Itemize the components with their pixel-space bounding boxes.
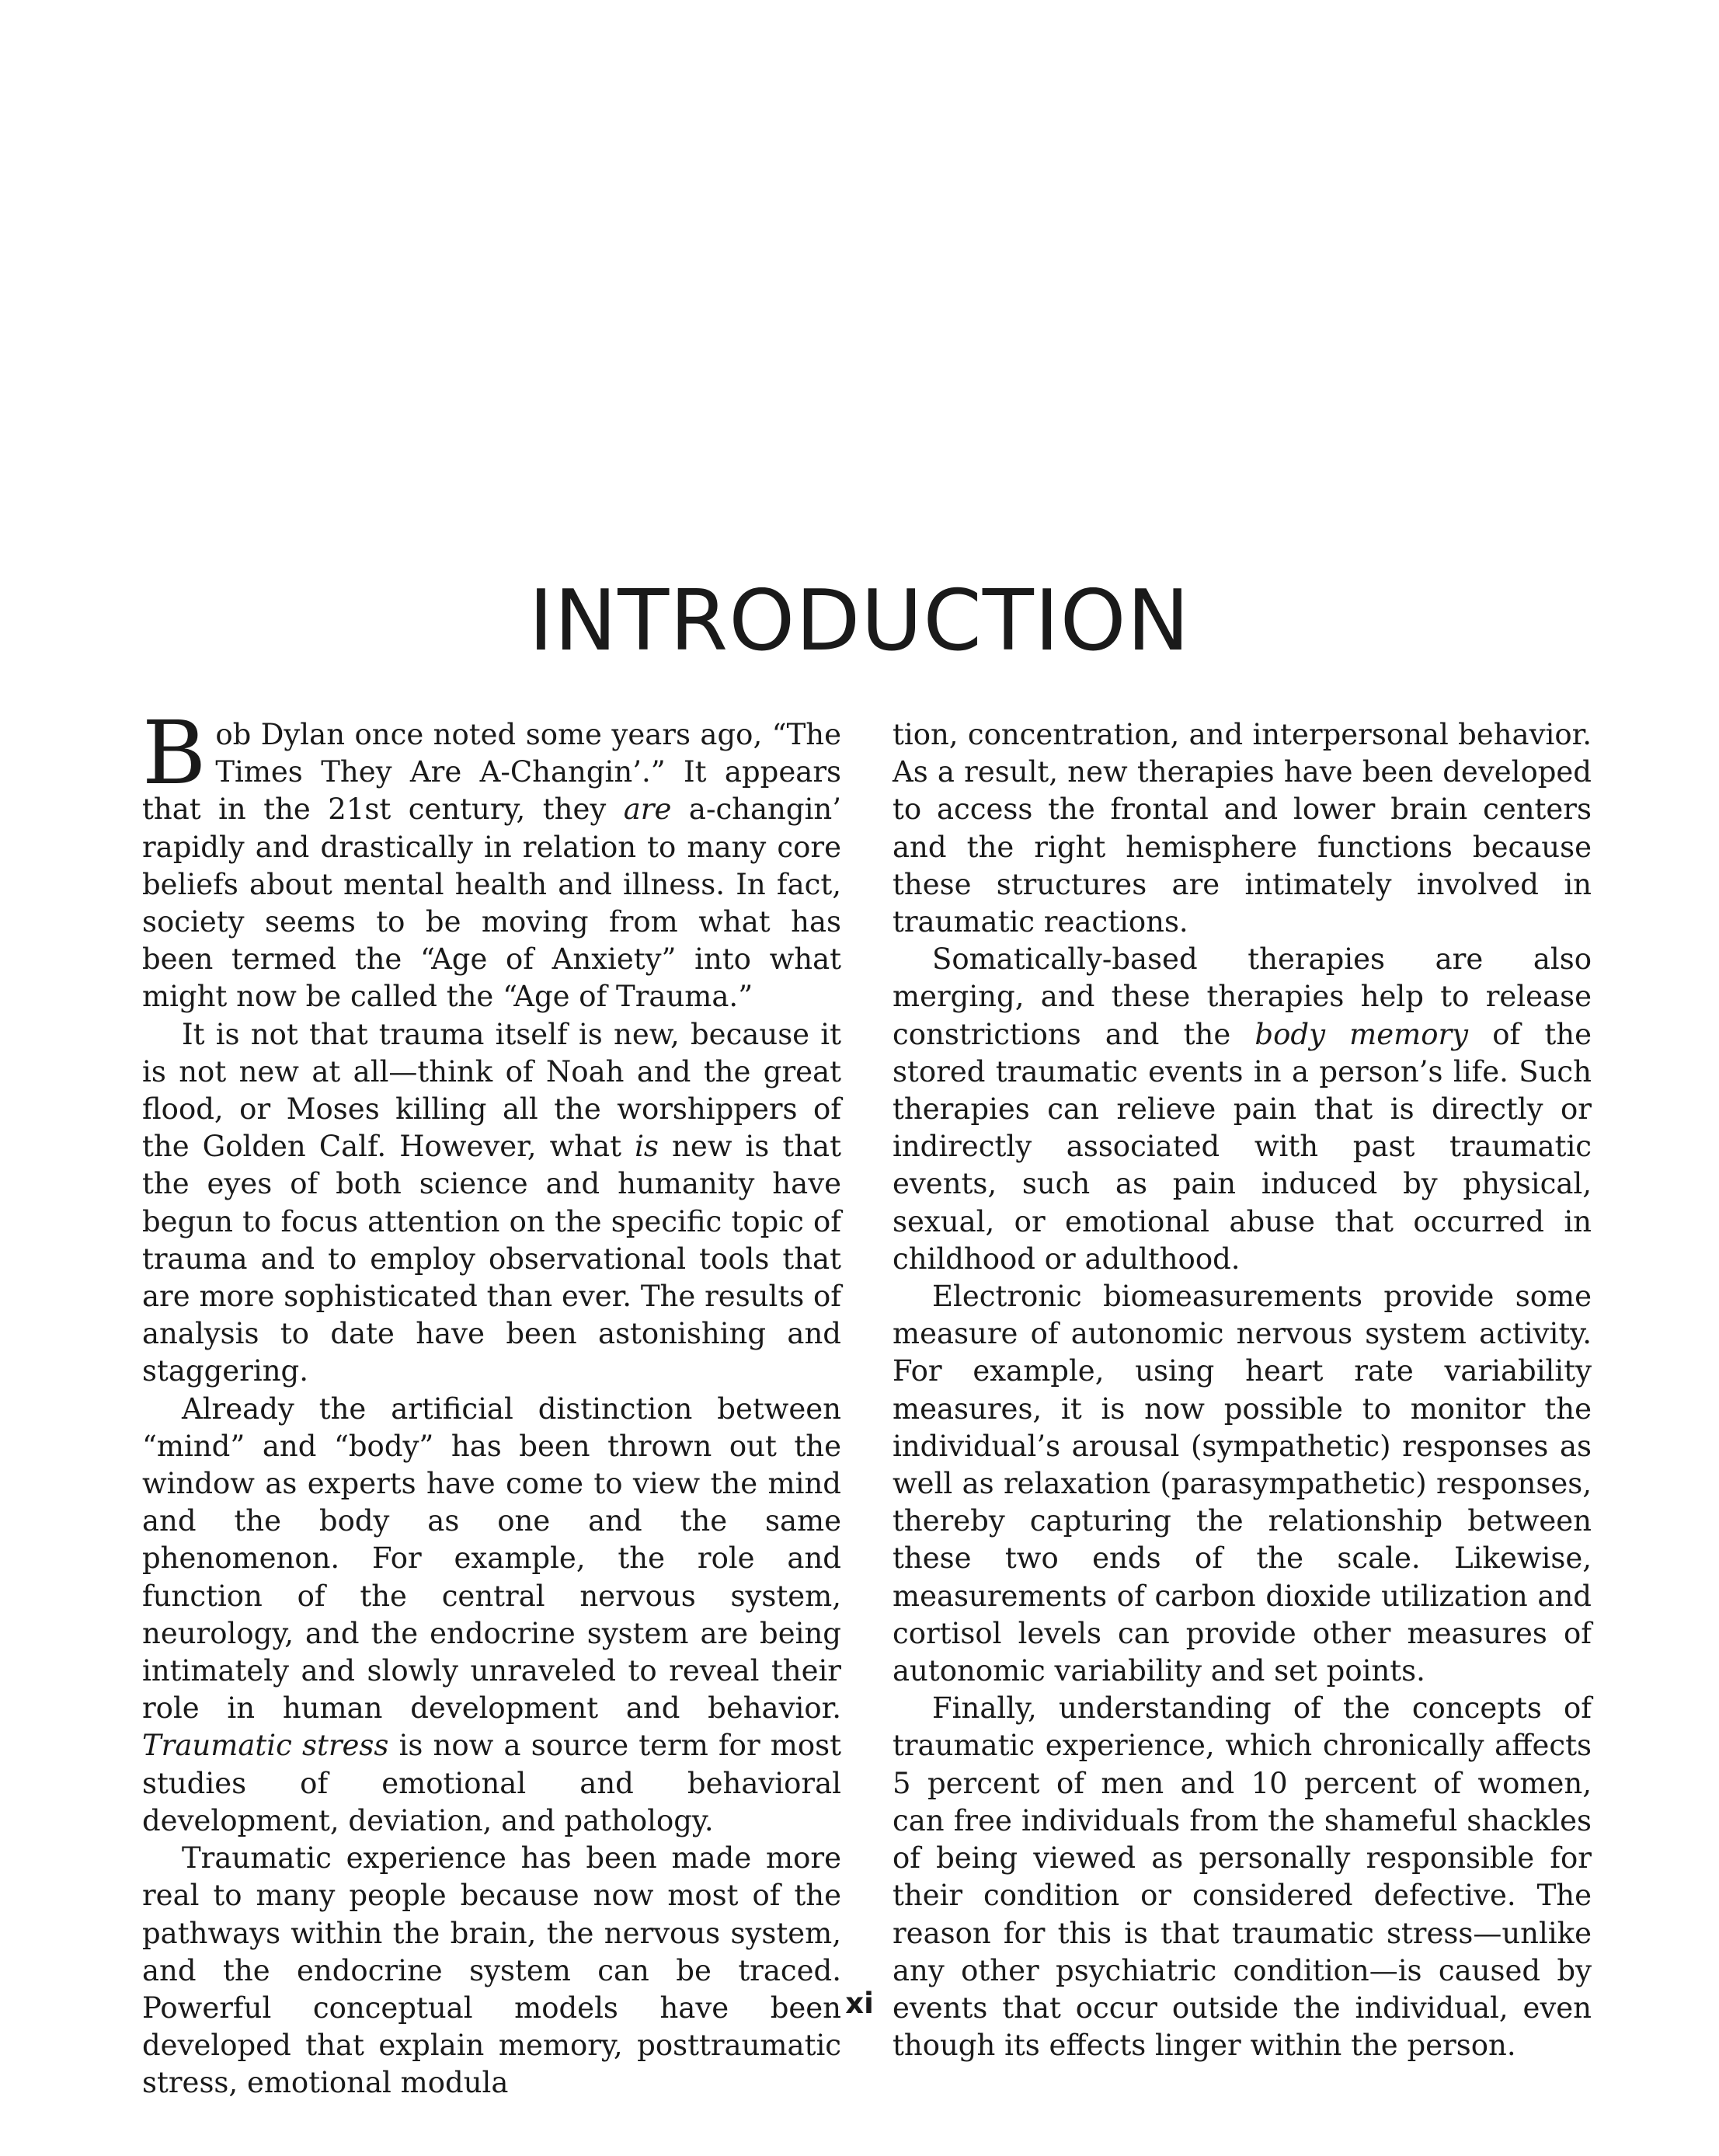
paragraph-2-text-a: It is not that trauma itself is new, because it is not new at all—think of Noah and the great flood, or Moses killing all the worshippers of the Golden Calf. However, what: [142, 1017, 841, 1164]
page-number: xi: [845, 1987, 874, 2020]
paragraph-3-text-b: is now a source term for most studies of emotional and behavioral development, deviation, and pathology.: [142, 1729, 842, 1837]
right-column: [893, 716, 1592, 2064]
paragraph-8: Finally, understanding of the concepts of traumatic experience, which chronically affects 5 percent of men and 10 percent of women, can free individuals from the shameful shackles of being viewed as personally responsible for their condition or considered defective. The reason for this is that traumatic stress—unlike any other psychiatric condition—is caused by events that occur outside the individual, even though its effects linger within the person.: [893, 1691, 1592, 2063]
drop-cap: B: [142, 703, 207, 804]
paragraph-1-text-a: ob Dylan once noted some years ago, “The Times They Are A-Changin’.” It appears that in the 21st century, they: [142, 718, 841, 827]
paragraph-3-emphasis: Traumatic stress: [142, 1729, 389, 1763]
paragraph-5: tion, concentration, and interpersonal behavior. As a result, new therapies have been developed to access the frontal and lower brain centers and the right hemisphere functions because these structures are intimately involved in traumatic reactions.: [893, 718, 1592, 939]
paragraph-3-text-a: Already the artificial distinction between “mind” and “body” has been thrown out the window as experts have come to view the mind and the body as one and the same phenomenon. For example, the role and function of the central nervous system, neurology, and the endocrine system are being intimately and slowly unraveled to reveal their role in human development and behavior.: [142, 1391, 841, 1726]
paragraph-7: Electronic biomeasurements provide some measure of autonomic nervous system activity. For example, using heart rate variability measures, it is now possible to monitor the individual’s arousal (sympathetic) responses as well as relaxation (parasympathetic) responses, thereby capturing the relationship between these two ends of the scale. Likewise, measurements of carbon dioxide utilization and cortisol levels can provide other measures of autonomic variability and set points.: [893, 1280, 1592, 1688]
paragraph-1-emphasis: are: [623, 792, 672, 827]
chapter-title: INTRODUCTION: [528, 573, 1191, 670]
paragraph-2: [142, 1016, 841, 1391]
paragraph-6: [893, 941, 1592, 1278]
left-column: [142, 703, 842, 2102]
paragraph-2-emphasis: is: [635, 1130, 659, 1164]
paragraph-1-text-b: a-changin’ rapidly and drastically in relation to many core beliefs about mental health and illness. In fact, society seems to be moving from what has been termed the “Age of Anxiety” into what might now be called the “Age of Trauma.”: [142, 792, 841, 1014]
paragraph-4: Traumatic experience has been made more real to many people because now most of the pathways within the brain, the nervous system, and the endocrine system can be traced. Powerful conceptual models have been developed that explain memory, posttraumatic stress, emotional modula: [142, 1841, 841, 2100]
paragraph-3: [142, 1391, 841, 1840]
paragraph-6-text-b: of the stored traumatic events in a person’s life. Such therapies can relieve pain that is directly or indirectly associated with past traumatic events, such as pain induced by physical, sexual, or emotional abuse that occurred in childhood or adulthood.: [893, 1017, 1592, 1276]
paragraph-6-text-a: Somatically-based therapies are also merging, and these therapies help to release constrictions and the: [893, 942, 1592, 1051]
paragraph-6-emphasis: body memory: [1254, 1017, 1469, 1051]
paragraph-2-text-b: new is that the eyes of both science and humanity have begun to focus attention on the specific topic of trauma and to employ observational tools that are more sophisticated than ever. The results of analysis to date have been astonishing and staggering.: [142, 1130, 841, 1388]
paragraph-1: [142, 703, 841, 1016]
